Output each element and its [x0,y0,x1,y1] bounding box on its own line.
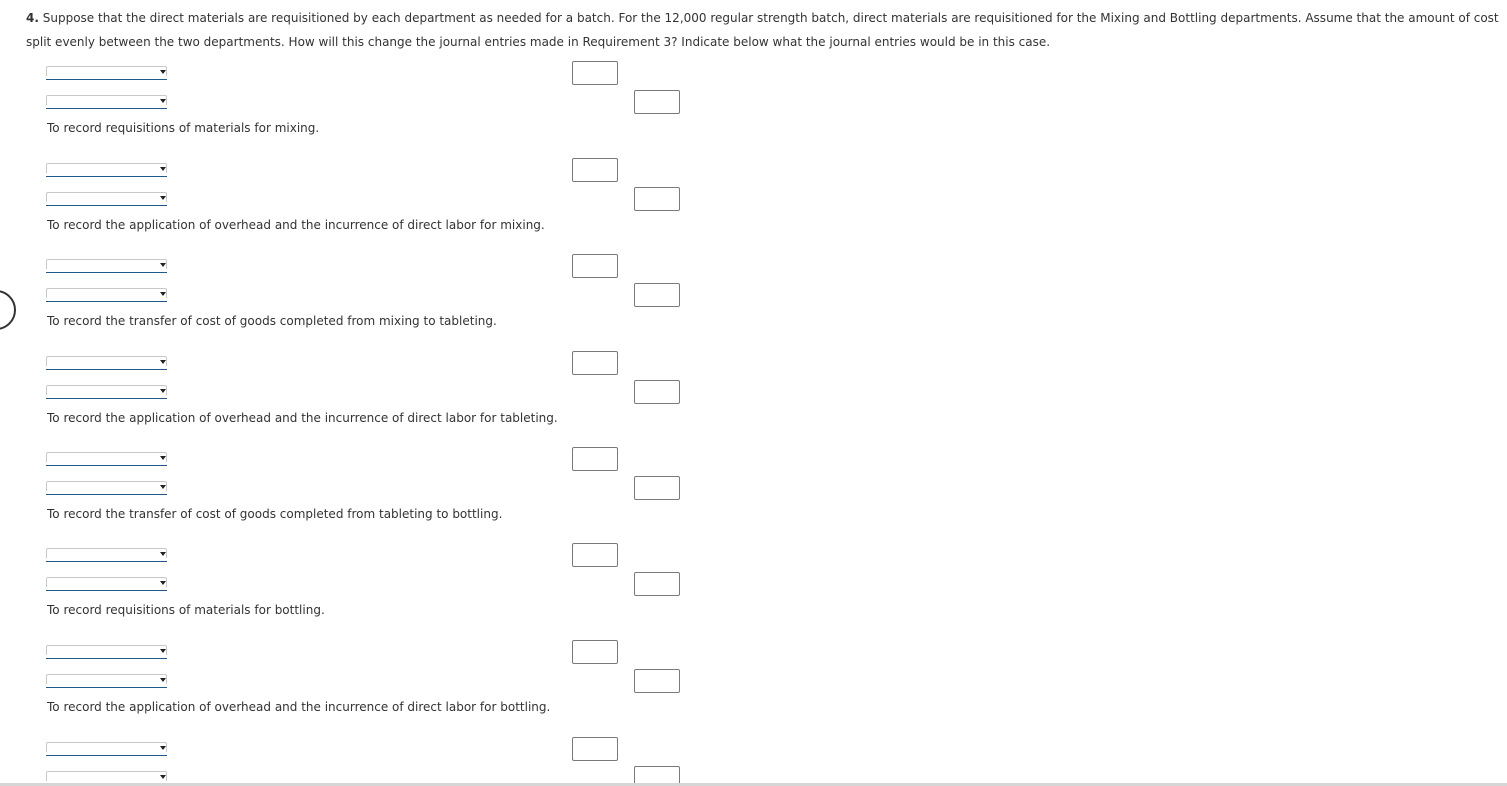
entry-description: To record the application of overhead and the incurrence of direct labor for bottling. [47,700,551,714]
credit-account-select[interactable] [46,192,167,206]
journal-entry-6 [0,540,1507,636]
journal-entry-1 [0,58,1507,154]
entry-description: To record requisitions of materials for mixing. [47,121,320,135]
journal-entry-2 [0,155,1507,251]
debit-amount-input[interactable] [572,254,618,278]
journal-entry-5 [0,444,1507,540]
debit-amount-input[interactable] [572,351,618,375]
dropdown-arrow-icon [160,360,166,364]
dropdown-arrow-icon [160,649,166,653]
credit-amount-input[interactable] [634,90,680,114]
entry-description: To record the transfer of cost of goods completed from mixing to tableting. [47,314,497,328]
debit-account-select[interactable] [46,259,167,273]
dropdown-arrow-icon [160,389,166,393]
debit-amount-input[interactable] [572,737,618,761]
debit-account-select[interactable] [46,548,167,562]
journal-entry-4 [0,348,1507,444]
debit-amount-input[interactable] [572,61,618,85]
debit-amount-input[interactable] [572,640,618,664]
dropdown-arrow-icon [160,196,166,200]
journal-entry-7 [0,637,1507,733]
entry-description: To record the transfer of cost of goods completed from tableting to bottling. [47,507,503,521]
dropdown-arrow-icon [160,70,166,74]
credit-amount-input[interactable] [634,476,680,500]
credit-account-select[interactable] [46,481,167,495]
dropdown-arrow-icon [160,552,166,556]
credit-amount-input[interactable] [634,380,680,404]
dropdown-arrow-icon [160,99,166,103]
credit-account-select[interactable] [46,95,167,109]
credit-account-select[interactable] [46,288,167,302]
credit-amount-input[interactable] [634,572,680,596]
journal-entry-8 [0,734,1507,783]
credit-amount-input[interactable] [634,283,680,307]
credit-amount-input[interactable] [634,766,680,783]
dropdown-arrow-icon [160,456,166,460]
dropdown-arrow-icon [160,581,166,585]
debit-amount-input[interactable] [572,543,618,567]
debit-amount-input[interactable] [572,447,618,471]
dropdown-arrow-icon [160,167,166,171]
credit-amount-input[interactable] [634,187,680,211]
credit-account-select[interactable] [46,577,167,591]
question-line-2: split evenly between the two departments. How will this change the journal entries made in Requirement 3? Indicate below what the journal entries would be in this case. [26,35,1051,49]
dropdown-arrow-icon [160,485,166,489]
question-line-1-text: Suppose that the direct materials are requisitioned by each department as needed for a batch. For the 12,000 regular strength batch, direct materials are requisitioned for the Mixing and Bottling departments. Assume that the amount of cost [38,11,1499,25]
question-number: 4. [26,11,39,25]
debit-account-select[interactable] [46,356,167,370]
credit-account-select[interactable] [46,385,167,399]
debit-account-select[interactable] [46,645,167,659]
entry-description: To record the application of overhead and the incurrence of direct labor for mixing. [47,218,545,232]
credit-account-select[interactable] [46,674,167,688]
dropdown-arrow-icon [160,678,166,682]
debit-account-select[interactable] [46,163,167,177]
dropdown-arrow-icon [160,263,166,267]
dropdown-arrow-icon [160,775,166,779]
credit-account-select[interactable] [46,771,167,783]
entry-description: To record requisitions of materials for bottling. [47,603,325,617]
debit-account-select[interactable] [46,742,167,756]
debit-account-select[interactable] [46,452,167,466]
debit-account-select[interactable] [46,66,167,80]
journal-entry-3 [0,251,1507,347]
entry-description: To record the application of overhead and the incurrence of direct labor for tableting. [47,411,558,425]
dropdown-arrow-icon [160,746,166,750]
dropdown-arrow-icon [160,292,166,296]
credit-amount-input[interactable] [634,669,680,693]
debit-amount-input[interactable] [572,158,618,182]
